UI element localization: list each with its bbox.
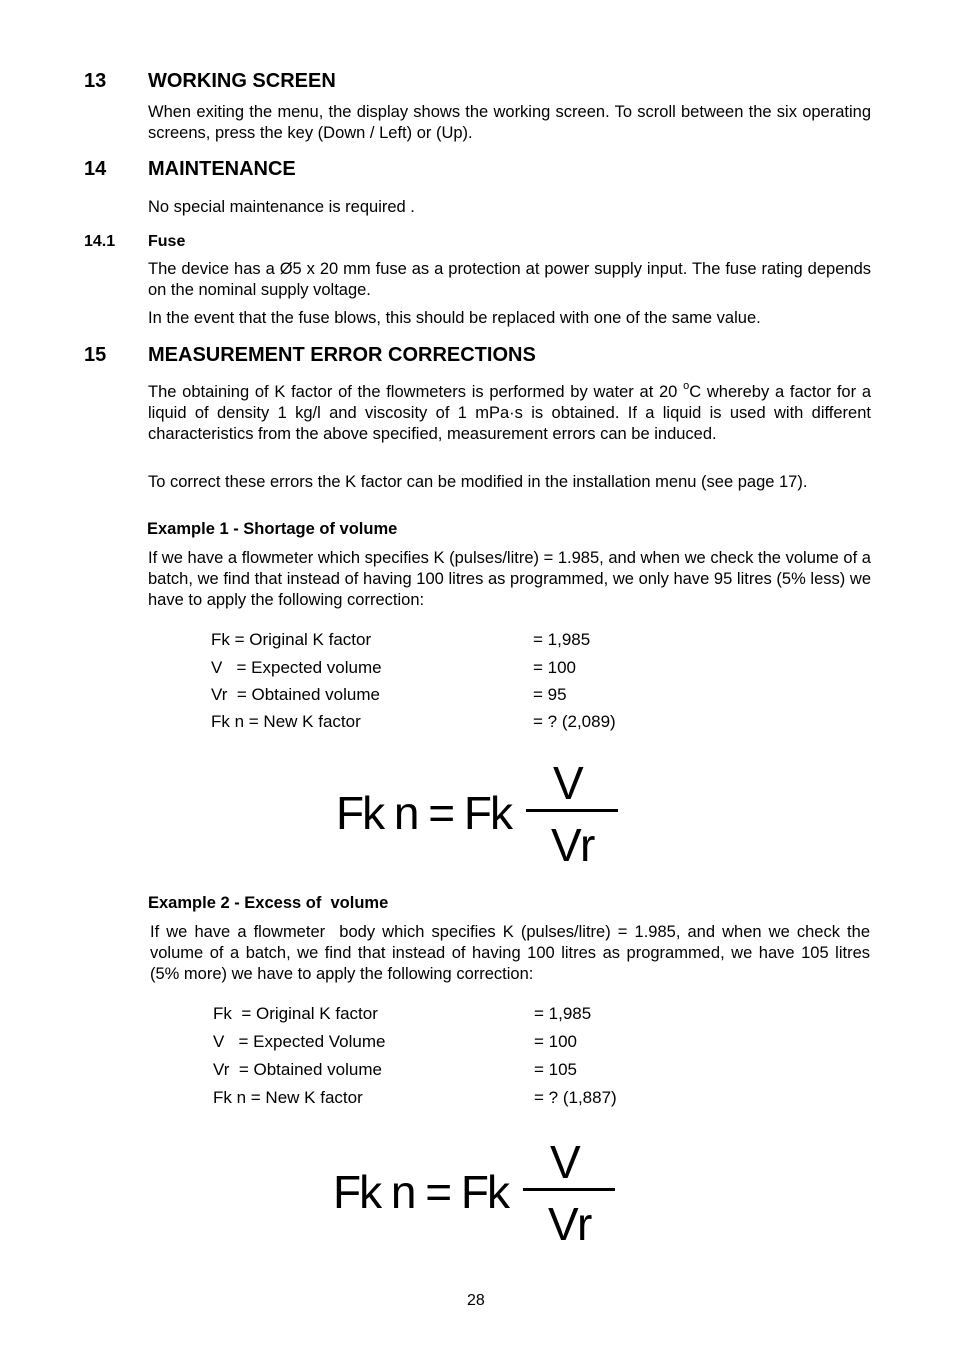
example-2-formula (333, 1135, 623, 1255)
section-15-intro (148, 382, 871, 445)
section-13-paragraph: When exiting the menu, the display shows the working screen. To scroll between the six operating screens, press the key (Down / Left) or (Up). (148, 103, 871, 142)
fraction-bar (523, 1188, 615, 1191)
example-2-row-label: Fk n = New K factor (213, 1088, 363, 1107)
example-1-row-label: Vr = Obtained volume (211, 685, 380, 704)
section-14-title: MAINTENANCE (148, 158, 296, 180)
example-1-title: Example 1 - Shortage of volume (147, 520, 398, 538)
intro-text-end: C whereby a factor for a liquid of density 1 kg/l and viscosity of 1 mPa·s is obtained. If a liquid is used with different characteristics from the above specified, measurement errors can be induced. (148, 383, 872, 443)
example-1-row-label: V = Expected volume (211, 658, 382, 677)
formula-denominator: Vr (548, 1198, 593, 1250)
section-13-number: 13 (84, 70, 107, 92)
example-1-row-value: = 1,985 (533, 630, 591, 649)
example-2-row-label: Vr = Obtained volume (213, 1060, 382, 1079)
degree-superscript: o (683, 380, 690, 392)
formula-denominator: Vr (551, 819, 596, 871)
example-2-row-value: = 100 (534, 1032, 578, 1051)
section-13-title: WORKING SCREEN (148, 70, 336, 92)
formula-lhs: Fk n = Fk (336, 787, 511, 839)
example-2-row-value: = ? (1,887) (534, 1088, 617, 1107)
section-15-paragraph-2: To correct these errors the K factor can be modified in the installation menu (see page 17). (148, 473, 808, 491)
subsection-14-1-title: Fuse (148, 233, 186, 250)
example-1-row-value: = 95 (533, 685, 567, 704)
example-1-row-label: Fk = Original K factor (211, 630, 372, 649)
subsection-14-1-number: 14.1 (84, 233, 116, 250)
example-1-row-value: = ? (2,089) (533, 712, 616, 731)
example-2-row-value: = 105 (534, 1060, 578, 1079)
example-2-text: If we have a flowmeter body which specifies K (pulses/litre) = 1.985, and when we check the volume of a batch, we find that instead of having 100 litres as programmed, we have 105 litres (5% more) we have to apply the following correction: (150, 923, 875, 983)
formula-numerator: V (550, 1136, 581, 1188)
example-2-title: Example 2 - Excess of volume (148, 894, 389, 912)
fraction-bar (526, 809, 618, 812)
example-1-text: If we have a flowmeter which specifies K (pulses/litre) = 1.985, and when we check the volume of a batch, we find that instead of having 100 litres as programmed, we only have 95 litres (5% less) we have to apply the following correction: (148, 549, 871, 609)
example-1-formula (336, 756, 626, 876)
page-number: 28 (467, 1292, 485, 1309)
formula-lhs: Fk n = Fk (333, 1166, 508, 1218)
intro-text-start: The obtaining of K factor of the flowmeters is performed by water at 20 (148, 383, 684, 401)
example-2-row-value: = 1,985 (534, 1004, 592, 1023)
section-15-number: 15 (84, 344, 107, 366)
section-14-paragraph: No special maintenance is required . (148, 198, 415, 216)
example-2-row-label: Fk = Original K factor (213, 1004, 378, 1023)
formula-numerator: V (553, 757, 584, 809)
fuse-paragraph-1: The device has a Ø5 x 20 mm fuse as a protection at power supply input. The fuse rating depends on the nominal supply voltage. (148, 260, 871, 299)
section-14-number: 14 (84, 158, 107, 180)
example-2-row-label: V = Expected Volume (213, 1032, 386, 1051)
example-1-row-label: Fk n = New K factor (211, 712, 361, 731)
section-15-title: MEASUREMENT ERROR CORRECTIONS (148, 344, 536, 366)
example-1-row-value: = 100 (533, 658, 577, 677)
fuse-paragraph-2: In the event that the fuse blows, this should be replaced with one of the same value. (148, 309, 761, 327)
